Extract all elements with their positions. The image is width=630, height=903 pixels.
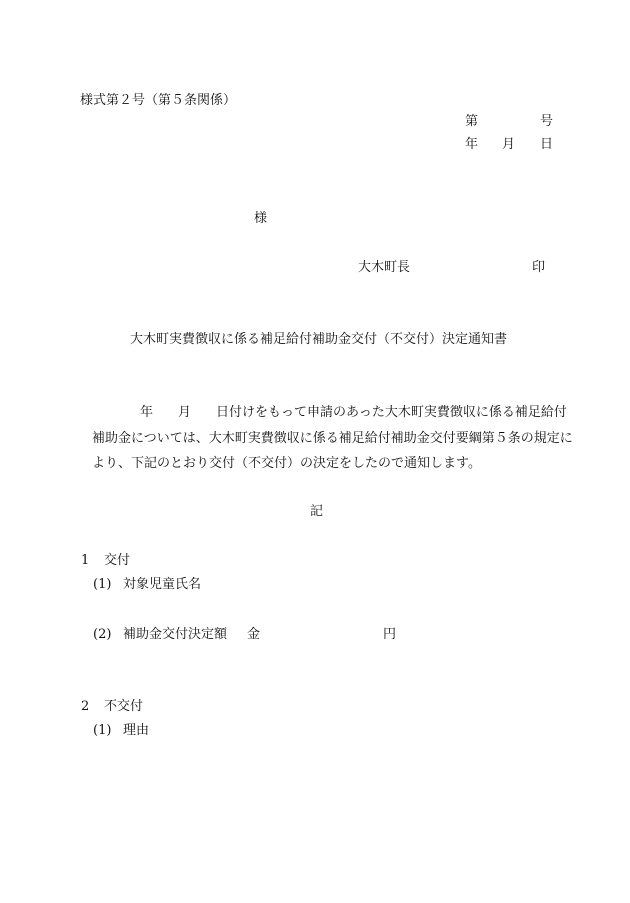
item-1-2-label: 補助金交付決定額 [123, 627, 228, 642]
form-label: 様式第２号（第５条関係） [80, 93, 237, 108]
amount-prefix: 金 [247, 627, 261, 642]
section-2-heading: 不交付 [104, 699, 144, 714]
section-2-number: 2 [81, 699, 90, 714]
doc-number-go: 号 [540, 114, 554, 129]
body-line-2: 補助金については、大木町実費徴収に係る補足給付補助金交付要綱第５条の規定に [92, 431, 573, 446]
ki-heading: 記 [310, 504, 324, 519]
item-2-1-number: (1) [93, 723, 112, 738]
item-1-1-number: (1) [93, 577, 112, 592]
section-1-number: 1 [81, 553, 90, 568]
item-1-2-number: (2) [93, 627, 112, 642]
body-year: 年 [140, 405, 154, 420]
sender-title: 大木町長 [358, 260, 411, 275]
body-line-1: 日付けをもって申請のあった大木町実費徴収に係る補足給付 [216, 405, 567, 420]
body-month: 月 [178, 405, 192, 420]
seal-mark: 印 [532, 260, 546, 275]
body-line-3: より、下記のとおり交付（不交付）の決定をしたので通知します。 [92, 456, 481, 471]
item-2-1-label: 理由 [123, 723, 150, 738]
document-title: 大木町実費徴収に係る補足給付補助金交付（不交付）決定通知書 [130, 332, 508, 347]
item-1-1-label: 対象児童氏名 [123, 577, 202, 592]
date-month: 月 [502, 137, 516, 152]
doc-number-dai: 第 [465, 114, 479, 129]
amount-unit: 円 [383, 627, 397, 642]
section-1-heading: 交付 [104, 553, 131, 568]
date-year: 年 [465, 137, 479, 152]
date-day: 日 [540, 137, 554, 152]
addressee-suffix: 様 [254, 211, 268, 226]
